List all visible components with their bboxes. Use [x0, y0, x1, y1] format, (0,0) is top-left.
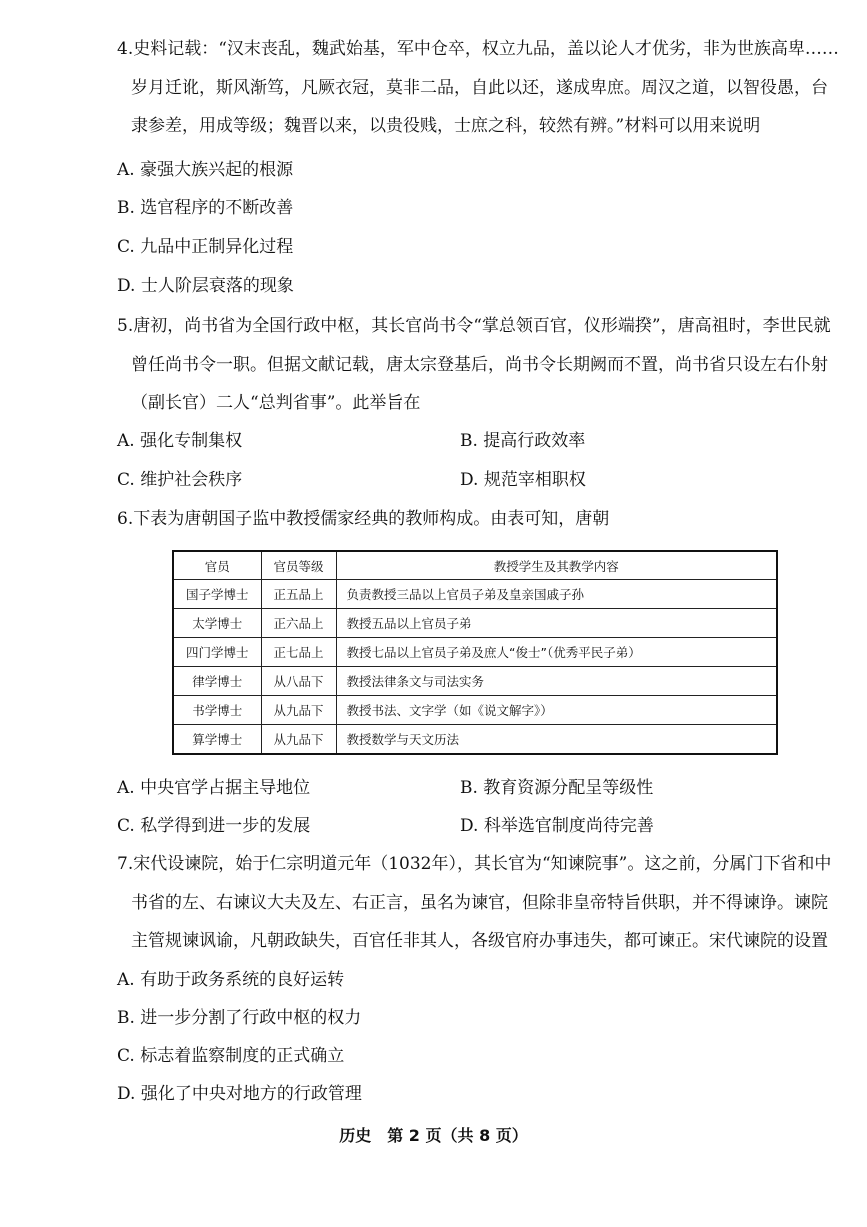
table-cell-content: 教授七品以上官员子弟及庶人“俊士”（优秀平民子弟）: [336, 638, 777, 667]
teacher-table-grid: [172, 550, 778, 755]
table-row: [173, 696, 777, 725]
table-cell-content: 教授法律条文与司法实务: [336, 667, 777, 696]
table-row: [173, 609, 777, 638]
table-header-cell: 教授学生及其教学内容: [336, 551, 777, 580]
question-7-option-a[interactable]: A. 有助于政务系统的良好运转: [117, 970, 345, 990]
table-cell-content: 教授数学与天文历法: [336, 725, 777, 755]
table-header-cell: 官员: [173, 551, 261, 580]
question-4-option-d[interactable]: D. 士人阶层衰落的现象: [117, 276, 294, 296]
question-7-option-b[interactable]: B. 进一步分割了行政中枢的权力: [117, 1008, 362, 1028]
question-4-option-b[interactable]: B. 选官程序的不断改善: [117, 198, 294, 218]
table-row: [173, 725, 777, 755]
table-row: [173, 580, 777, 609]
question-7-option-c[interactable]: C. 标志着监察制度的正式确立: [117, 1046, 345, 1066]
question-4-option-c[interactable]: C. 九品中正制异化过程: [117, 237, 294, 257]
table-cell-rank: 正六品上: [261, 609, 336, 638]
table-header-cell: 官员等级: [261, 551, 336, 580]
question-5-option-d[interactable]: D. 规范宰相职权: [460, 470, 586, 490]
table-cell-official: 算学博士: [173, 725, 261, 755]
question-6-stem: 6.下表为唐朝国子监中教授儒家经典的教师构成。由表可知，唐朝: [117, 509, 610, 529]
table-row: [173, 667, 777, 696]
table-cell-official: 太学博士: [173, 609, 261, 638]
question-4-stem: 4.史料记载：“汉末丧乱，魏武始基，军中仓卒，权立九品，盖以论人才优劣，非为世族高卑……岁月迁讹，斯风渐笃，凡厥衣冠，莫非二品，自此以还，遂成卑庶。周汉之道，以智役愚，台隶参差，用成等级；魏晋以来，以贵役贱，士庶之科，较然有辨。”材料可以用来说明: [117, 39, 839, 136]
question-5-stem: 5.唐初，尚书省为全国行政中枢，其长官尚书令“掌总领百官，仪形端揆”，唐高祖时，李世民就曾任尚书令一职。但据文献记载，唐太宗登基后，尚书令长期阙而不置，尚书省只设左右仆射（副长官）二人“总判省事”。此举旨在: [117, 316, 831, 413]
table-cell-rank: 正五品上: [261, 580, 336, 609]
table-cell-content: 教授书法、文字学（如《说文解字》）: [336, 696, 777, 725]
table-cell-rank: 从九品下: [261, 696, 336, 725]
table-cell-content: 负责教授三品以上官员子弟及皇亲国戚子孙: [336, 580, 777, 609]
table-row: [173, 638, 777, 667]
table-cell-rank: 正七品上: [261, 638, 336, 667]
table-cell-official: 国子学博士: [173, 580, 261, 609]
table-cell-content: 教授五品以上官员子弟: [336, 609, 777, 638]
question-4-option-a[interactable]: A. 豪强大族兴起的根源: [117, 160, 294, 180]
table-cell-rank: 从九品下: [261, 725, 336, 755]
question-7-stem: 7.宋代设谏院，始于仁宗明道元年（1032年），其长官为“知谏院事”。这之前，分属门下省和中书省的左、右谏议大夫及左、右正言，虽名为谏官，但除非皇帝特旨供职，并不得谏诤。谏院主管规谏讽谕，凡朝政缺失，百官任非其人，各级官府办事违失，都可谏正。宋代谏院的设置: [117, 854, 832, 951]
table-cell-official: 律学博士: [173, 667, 261, 696]
table-cell-rank: 从八品下: [261, 667, 336, 696]
question-6-option-a[interactable]: A. 中央官学占据主导地位: [117, 778, 311, 798]
question-5-option-a[interactable]: A. 强化专制集权: [117, 431, 243, 451]
teacher-table: [172, 550, 778, 755]
question-6-option-b[interactable]: B. 教育资源分配呈等级性: [460, 778, 654, 798]
table-cell-official: 书学博士: [173, 696, 261, 725]
question-5-option-b[interactable]: B. 提高行政效率: [460, 431, 586, 451]
question-5-option-c[interactable]: C. 维护社会秩序: [117, 470, 243, 490]
table-cell-official: 四门学博士: [173, 638, 261, 667]
question-6-option-d[interactable]: D. 科举选官制度尚待完善: [460, 816, 654, 836]
table-header-row: [173, 551, 777, 580]
question-6-option-c[interactable]: C. 私学得到进一步的发展: [117, 816, 311, 836]
page-footer: 历史 第 2 页（共 8 页）: [339, 1126, 528, 1145]
question-7-option-d[interactable]: D. 强化了中央对地方的行政管理: [117, 1084, 362, 1104]
